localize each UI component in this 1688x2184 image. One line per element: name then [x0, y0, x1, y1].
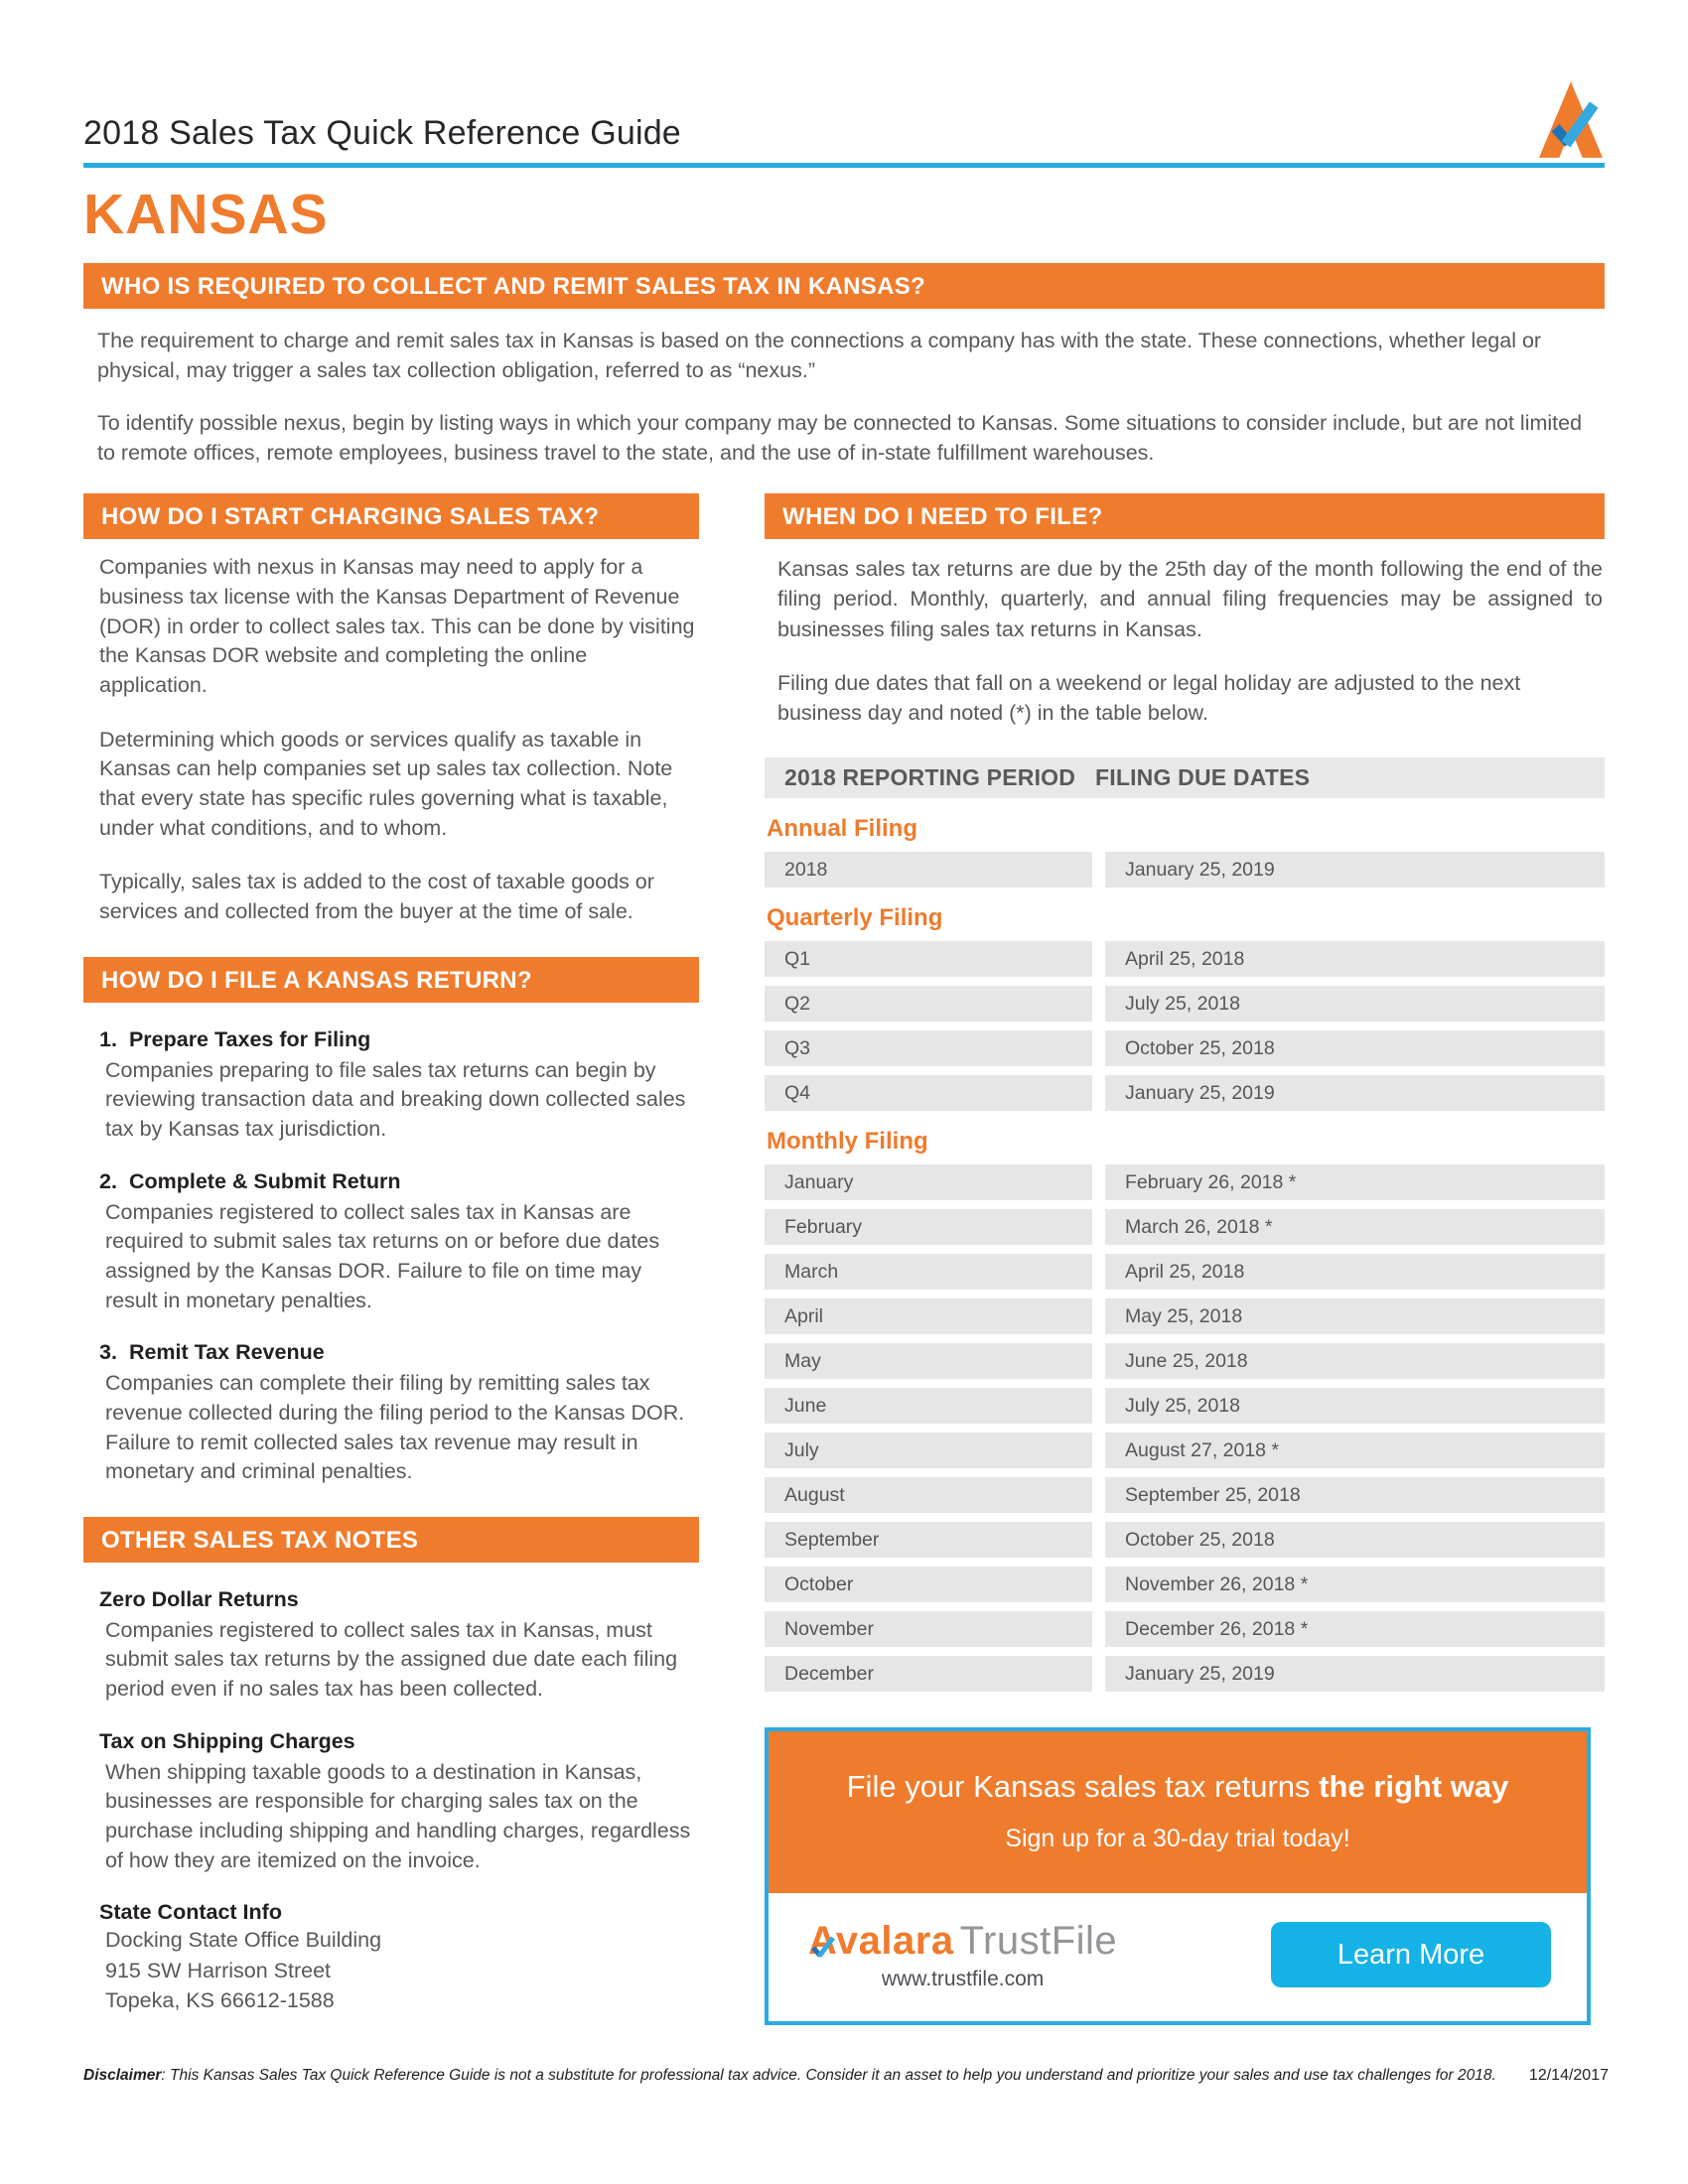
- due-date-cell: April 25, 2018: [1105, 1254, 1605, 1290]
- note-title: Zero Dollar Returns: [99, 1586, 299, 1611]
- filing-table-row: [765, 1030, 1605, 1066]
- filing-table-row: [765, 986, 1605, 1022]
- contact-street: 915 SW Harrison Street: [105, 1958, 332, 1982]
- file-return-banner: HOW DO I FILE A KANSAS RETURN?: [83, 957, 699, 1003]
- due-date-cell: March 26, 2018 *: [1105, 1209, 1605, 1245]
- contact-city: Topeka, KS 66612-1588: [105, 1988, 335, 2013]
- note-zero-dollar-returns: [83, 1587, 699, 1705]
- intro-paragraph-2: To identify possible nexus, begin by listing ways in which your company may be connected to Kansas. Some situations to consider include, but are not limited to remote offices, remote employees, business travel to the state, and the use of in-state fulfillment warehouses.: [97, 411, 1583, 466]
- filing-table-row: [765, 1388, 1605, 1424]
- intro-paragraph-1: The requirement to charge and remit sales tax in Kansas is based on the connections a company has with the state. These connections, whether legal or physical, may trigger a sales tax collection obligation, referred to as “nexus.”: [97, 329, 1542, 383]
- filing-section-label: Annual Filing: [767, 814, 917, 842]
- due-date-cell: October 25, 2018: [1105, 1522, 1605, 1558]
- due-date-cell: May 25, 2018: [1105, 1298, 1605, 1334]
- who-collects-banner: WHO IS REQUIRED TO COLLECT AND REMIT SALES TAX IN KANSAS?: [83, 263, 1605, 309]
- when-paragraph-2: Filing due dates that fall on a weekend or legal holiday are adjusted to the next business day and noted (*) in the table below.: [777, 670, 1521, 725]
- guide-title: 2018 Sales Tax Quick Reference Guide: [83, 114, 681, 152]
- disclaimer-label: Disclaimer: [83, 2067, 162, 2084]
- due-date-cell: January 25, 2019: [1105, 1656, 1605, 1692]
- disclaimer-text: [83, 2067, 1496, 2085]
- filing-step-1: [83, 1027, 699, 1145]
- cta-headline: [778, 1769, 1577, 1805]
- cta-headline-normal: File your Kansas sales tax returns: [846, 1768, 1320, 1804]
- step-body: Companies can complete their filing by remitting sales tax revenue collected during the filing period to the Kansas DOR. Failure to remit collected sales tax revenue may result in monetary and criminal penalties.: [105, 1371, 685, 1484]
- due-date-cell: January 25, 2019: [1105, 852, 1605, 887]
- filing-table-row: [765, 1298, 1605, 1334]
- filing-table-row: [765, 1343, 1605, 1379]
- trustfile-brand-block: [808, 1919, 1117, 1991]
- reporting-period-cell: September: [765, 1522, 1092, 1558]
- step-body: Companies preparing to file sales tax returns can begin by reviewing transaction data and breaking down collected sales tax by Kansas tax jurisdiction.: [105, 1057, 686, 1141]
- reporting-period-cell: August: [765, 1477, 1092, 1513]
- filing-table-row: [765, 1522, 1605, 1558]
- state-title: KANSAS: [83, 183, 329, 246]
- avalara-check-icon: [810, 1935, 836, 1961]
- intro-section: [83, 263, 1605, 468]
- due-date-cell: August 27, 2018 *: [1105, 1433, 1605, 1468]
- trustfile-wordmark: TrustFile: [959, 1918, 1118, 1963]
- filing-table-row: [765, 1567, 1605, 1602]
- reporting-period-cell: May: [765, 1343, 1092, 1379]
- note-shipping-charges: [83, 1729, 699, 1876]
- filing-table-row: [765, 1477, 1605, 1513]
- due-date-cell: November 26, 2018 *: [1105, 1567, 1605, 1602]
- due-date-cell: July 25, 2018: [1105, 1388, 1605, 1424]
- step-number: 2.: [99, 1168, 117, 1193]
- brand-wordmark: [808, 1919, 1117, 1964]
- reporting-period-cell: 2018: [765, 852, 1092, 887]
- avalara-wordmark: Avalara: [808, 1918, 954, 1963]
- due-date-cell: January 25, 2019: [1105, 1075, 1605, 1111]
- when-to-file-banner: WHEN DO I NEED TO FILE?: [765, 493, 1605, 539]
- due-date-cell: July 25, 2018: [1105, 986, 1605, 1022]
- filing-table-row: [765, 1254, 1605, 1290]
- reporting-period-cell: January: [765, 1164, 1092, 1200]
- due-date-cell: June 25, 2018: [1105, 1343, 1605, 1379]
- cta-footer-area: [769, 1893, 1587, 2021]
- filing-step-2: [83, 1169, 699, 1316]
- step-number: 3.: [99, 1340, 117, 1365]
- due-date-cell: October 25, 2018: [1105, 1030, 1605, 1066]
- filing-section-label: Quarterly Filing: [767, 903, 943, 931]
- filing-table-row: [765, 1611, 1605, 1647]
- filing-table-row: [765, 1164, 1605, 1200]
- filing-step-3: [83, 1340, 699, 1487]
- reporting-period-cell: April: [765, 1298, 1092, 1334]
- step-heading: Prepare Taxes for Filing: [128, 1026, 371, 1051]
- step-body: Companies registered to collect sales tax in Kansas are required to submit sales tax returns on or before due dates assigned by the Kansas DOR. Failure to file on time may result in monetary penalties.: [105, 1199, 660, 1312]
- filing-table-row: [765, 1656, 1605, 1692]
- reporting-period-cell: Q4: [765, 1075, 1092, 1111]
- reporting-period-cell: November: [765, 1611, 1092, 1647]
- step-number: 1.: [99, 1026, 117, 1051]
- reporting-period-cell: October: [765, 1567, 1092, 1602]
- cta-subline: Sign up for a 30-day trial today!: [1005, 1824, 1350, 1852]
- reporting-period-cell: March: [765, 1254, 1092, 1290]
- other-notes-banner: OTHER SALES TAX NOTES: [83, 1517, 699, 1563]
- filing-section-label: Monthly Filing: [767, 1127, 928, 1155]
- trustfile-cta-box: [765, 1727, 1591, 2025]
- cta-headline-area: [769, 1731, 1587, 1893]
- header-divider: [83, 163, 1605, 168]
- charging-paragraph-1: Companies with nexus in Kansas may need to apply for a business tax license with the Kansas Department of Revenue (DOR) in order to collect sales tax. This can be done by visiting the Kansas DOR website and completing the online application.: [99, 555, 695, 697]
- reporting-period-cell: July: [765, 1433, 1092, 1468]
- step-heading: Complete & Submit Return: [128, 1168, 401, 1193]
- contact-building: Docking State Office Building: [105, 1928, 382, 1953]
- filing-table-body: [765, 815, 1605, 1692]
- page-footer: [83, 2067, 1609, 2085]
- step-title: [99, 1027, 699, 1052]
- disclaimer-body: : This Kansas Sales Tax Quick Reference Guide is not a substitute for professional tax advice. Consider it an asset to help you understand and prioritize your sales and use tax challenges for 2018.: [161, 2067, 1496, 2084]
- contact-title: State Contact Info: [99, 1900, 282, 1925]
- when-paragraph-1: Kansas sales tax returns are due by the 25th day of the month following the end of the filing period. Monthly, quarterly, and annual filing frequencies may be assigned to businesses filing sales tax returns in Kansas.: [777, 557, 1603, 641]
- filing-table-row: [765, 1209, 1605, 1245]
- date-stamp: 12/14/2017: [1528, 2067, 1609, 2084]
- left-column: [83, 493, 699, 2016]
- due-dates-column-header: FILING DUE DATES: [1095, 763, 1311, 790]
- page-header: [83, 60, 1605, 163]
- reporting-period-cell: June: [765, 1388, 1092, 1424]
- reporting-period-cell: Q1: [765, 941, 1092, 977]
- state-contact-info: [83, 1900, 699, 2016]
- reporting-period-cell: Q2: [765, 986, 1092, 1022]
- cta-headline-bold: the right way: [1319, 1768, 1509, 1804]
- step-title: [99, 1169, 699, 1194]
- avalara-logo-icon: [1539, 81, 1603, 159]
- due-date-cell: December 26, 2018 *: [1105, 1611, 1605, 1647]
- step-title: [99, 1340, 699, 1365]
- due-date-cell: February 26, 2018 *: [1105, 1164, 1605, 1200]
- due-date-cell: September 25, 2018: [1105, 1477, 1605, 1513]
- step-heading: Remit Tax Revenue: [128, 1340, 325, 1365]
- learn-more-button[interactable]: Learn More: [1271, 1922, 1551, 1987]
- filing-table-row: [765, 1075, 1605, 1111]
- reporting-period-cell: Q3: [765, 1030, 1092, 1066]
- filing-table-row: [765, 1433, 1605, 1468]
- two-column-layout: [83, 493, 1605, 2024]
- start-charging-banner: HOW DO I START CHARGING SALES TAX?: [83, 493, 699, 539]
- right-column: [765, 493, 1605, 2024]
- filing-table-header: [765, 757, 1605, 798]
- charging-paragraph-3: Typically, sales tax is added to the cost of taxable goods or services and collected from the buyer at the time of sale.: [99, 870, 654, 923]
- reporting-period-cell: February: [765, 1209, 1092, 1245]
- filing-table-row: [765, 852, 1605, 887]
- note-body: When shipping taxable goods to a destination in Kansas, businesses are responsible for charging sales tax on the purchase including shipping and handling charges, regardless of how they are itemized on the invoice.: [105, 1759, 691, 1872]
- reporting-period-cell: December: [765, 1656, 1092, 1692]
- trustfile-url-link[interactable]: www.trustfile.com: [881, 1967, 1045, 1990]
- note-body: Companies registered to collect sales tax in Kansas, must submit sales tax returns by the assigned due date each filing period even if no sales tax has been collected.: [105, 1617, 678, 1702]
- charging-paragraph-2: Determining which goods or services qualify as taxable in Kansas can help companies set up sales tax collection. Note that every state has specific rules governing what is taxable, under what conditions, and to whom.: [99, 727, 673, 840]
- note-title: Tax on Shipping Charges: [99, 1728, 355, 1753]
- due-date-cell: April 25, 2018: [1105, 941, 1605, 977]
- reporting-period-column-header: 2018 REPORTING PERIOD: [784, 763, 1076, 790]
- filing-table-row: [765, 941, 1605, 977]
